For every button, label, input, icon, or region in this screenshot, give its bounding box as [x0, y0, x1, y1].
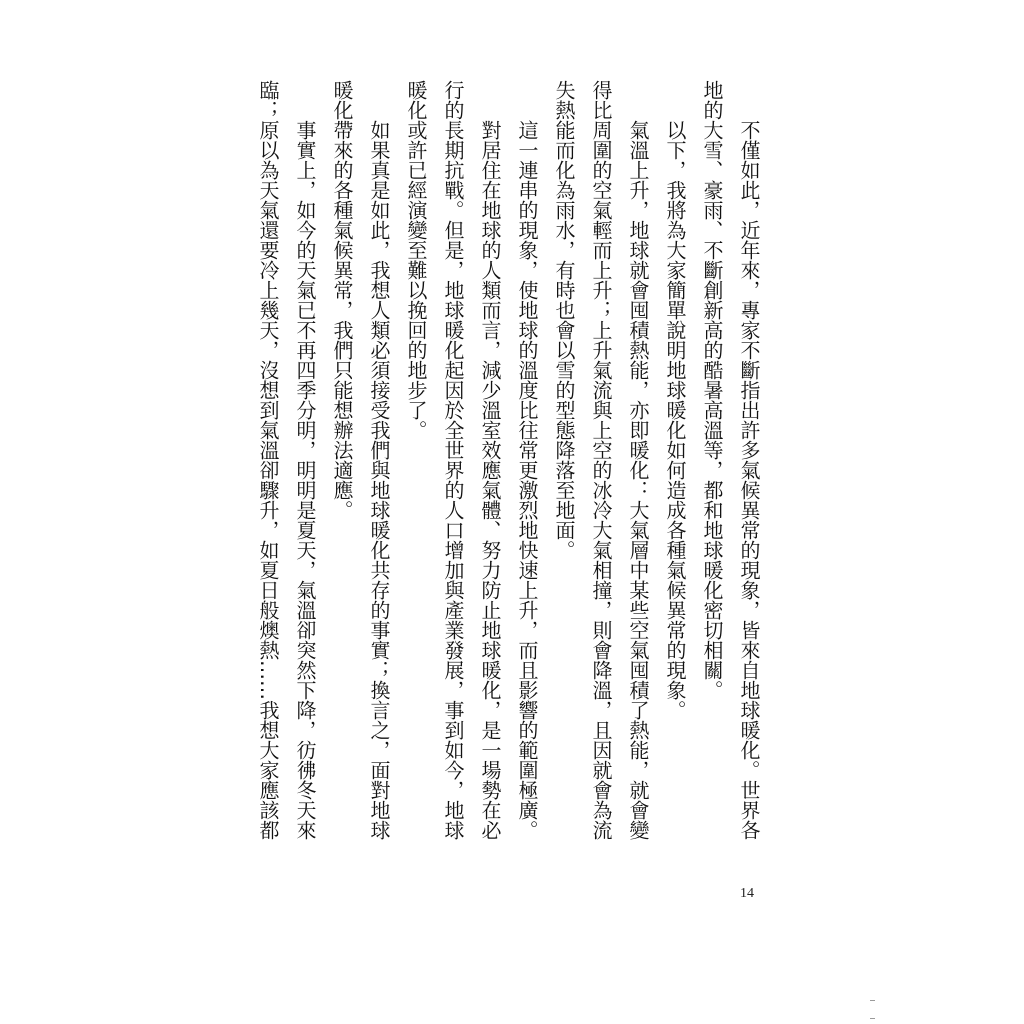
- text-line: 不僅如此，近年來，專家不斷指出許多氣候異常的現象，皆來自地球暖化。世界各: [737, 120, 761, 840]
- paragraph: [323, 80, 397, 870]
- text-line: 事實上，如今的天氣已不再四季分明，明明是夏天，氣溫卻突然下降，彷彿冬天來: [293, 120, 317, 840]
- paragraph: [397, 80, 508, 870]
- paragraph: [249, 80, 323, 870]
- text-line: 暖化或許已經演變至難以挽回的地步了。: [404, 80, 428, 440]
- text-line: 如果真是如此，我想人類必須接受我們與地球暖化共存的事實；換言之，面對地球: [367, 120, 391, 840]
- text-line: 行的長期抗戰。但是，地球暖化起因於全世界的人口增加與產業發展，事到如今，地球: [441, 80, 465, 840]
- text-line: 氣溫上升，地球就會囤積熱能，亦即暖化：大氣層中某些空氣囤積了熱能，就會變: [626, 120, 650, 840]
- text-line: 地的大雪、豪雨、不斷創新高的酷暑高溫等，都和地球暖化密切相關。: [700, 80, 724, 700]
- paragraph: [508, 80, 545, 870]
- text-line: 對居住在地球的人類而言，減少溫室效應氣體、努力防止地球暖化，是一場勢在必: [478, 120, 502, 840]
- text-line: 以下，我將為大家簡單說明地球暖化如何造成各種氣候異常的現象。: [663, 120, 687, 720]
- paragraph: [545, 80, 656, 870]
- text-line: 失熱能而化為雨水，有時也會以雪的型態降落至地面。: [552, 80, 576, 560]
- text-line: 得比周圍的空氣輕而上升；上升氣流與上空的冰冷大氣相撞，則會降溫，且因就會為流: [589, 80, 613, 840]
- text-line: 暖化帶來的各種氣候異常，我們只能想辦法適應。: [330, 80, 354, 520]
- vertical-text-body: [249, 80, 767, 870]
- paragraph: [693, 80, 767, 870]
- text-line: 這一連串的現象，使地球的溫度比往常更激烈地快速上升，而且影響的範圍極廣。: [515, 120, 539, 840]
- scan-mark: [870, 1000, 875, 1001]
- paragraph: [656, 80, 693, 870]
- scan-mark: [870, 1018, 875, 1019]
- text-line: 臨；原以為天氣還要冷上幾天，沒想到氣溫卻驟升，如夏日般燠熱……我想大家應該都: [256, 80, 280, 840]
- page-number: 14: [740, 886, 754, 901]
